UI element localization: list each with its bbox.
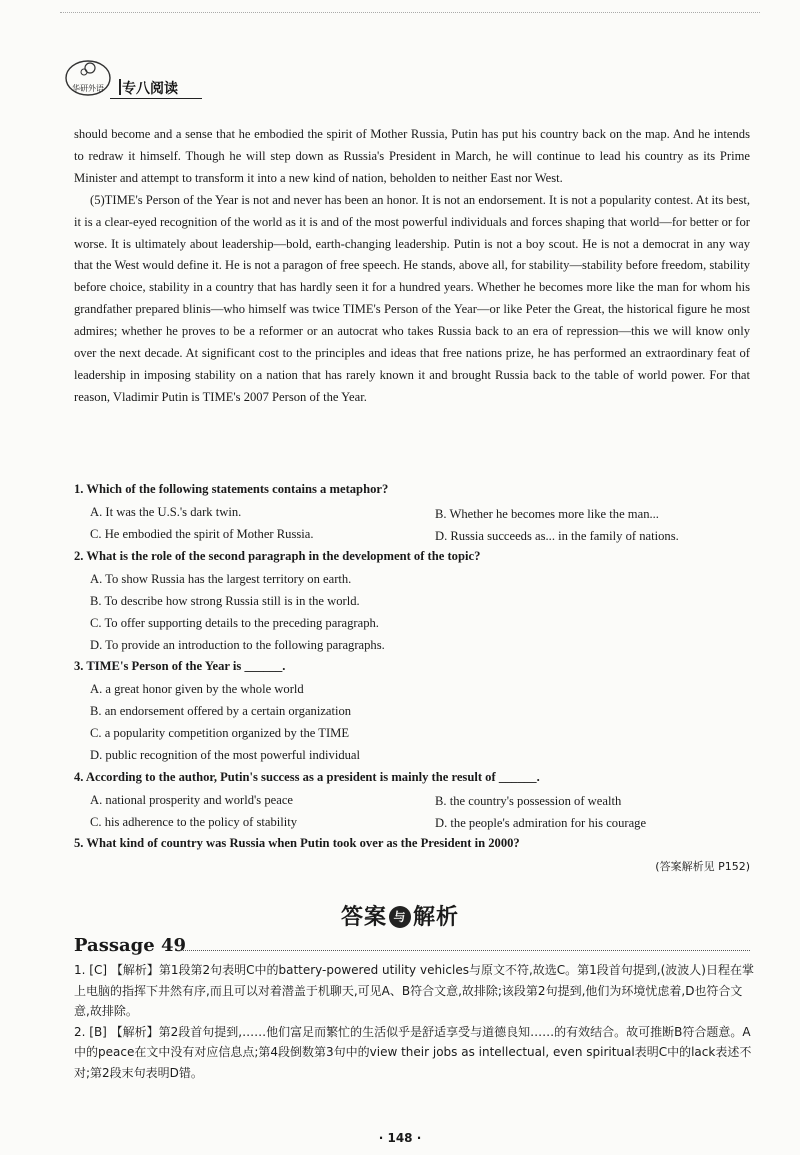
q1-option-a: A. It was the U.S.'s dark twin. bbox=[90, 505, 242, 519]
top-dotted-rule bbox=[60, 12, 760, 13]
q1-option-b: B. Whether he becomes more like the man... bbox=[435, 507, 659, 521]
logo-text: 华研外语 bbox=[72, 84, 104, 93]
question-stem: 2. What is the role of the second paragraph in the development of the topic? bbox=[74, 549, 481, 563]
question-2 bbox=[74, 549, 754, 564]
q3-option-c: C. a popularity competition organized by the TIME bbox=[90, 726, 350, 740]
brand-bar bbox=[119, 79, 121, 95]
q3-option-d: D. public recognition of the most powerful individual bbox=[90, 748, 361, 762]
q4-option-c: C. his adherence to the policy of stability bbox=[90, 815, 298, 829]
q4-option-a: A. national prosperity and world's peace bbox=[90, 793, 294, 807]
answer-1: 1. [C] 【解析】第1段第2句表明C中的battery-powered utility vehicles与原文不符,故选C。第1段首句提到,(波波人)日程在掌上电脑的指挥下井然有序,而且可以对着潜盖于机聊天,可见A、B符合文意,故排除;该段第2句提到,他们为环境忧虑着,D也符合文意,故排除。 bbox=[74, 963, 754, 1018]
question-4 bbox=[74, 770, 754, 785]
passage-paragraph-2: (5)TIME's Person of the Year is not and never has been an honor. It is not an endorsement. It is not a popularity contest. At its best, it is a clear-eyed recognition of the world as it is and of the most powerful individuals and forces shaping that world—for better or for worse. It is ultimately about leadership—bold, earth-changing leadership. Putin is not a boy scout. He is not a democrat in any way that the West would define it. He is not a paragon of free speech. He stands, above all, for stability—stability before freedom, stability before choice, stability in a country that has hardly seen it for a hundred years. Whether he becomes more like the man for whom his grandfather prepared blinis—who himself was twice TIME's Person of the Year—or like Peter the Great, the historical figure he most admires; whether he proves to be a reformer or an autocrat who takes Russia back to an era of repression—this we will know only over the next decade. At significant cost to the principles and ideas that free nations prize, he has performed an extraordinary feat of leadership in imposing stability on a nation that has rarely known it and brought Russia back to the table of world power. For that reason, Vladimir Putin is TIME's 2007 Person of the Year. bbox=[74, 192, 750, 404]
answers-title-left: 答案 bbox=[340, 905, 387, 930]
q1-option-c: C. He embodied the spirit of Mother Russia. bbox=[90, 527, 314, 541]
question-stem: 3. TIME's Person of the Year is ______. bbox=[74, 659, 286, 673]
answers-title-mid: 与 bbox=[389, 906, 411, 928]
passage-label: Passage 49 bbox=[74, 935, 186, 956]
q4-option-d: D. the people's admiration for his courage bbox=[435, 816, 647, 830]
answer-reference: (答案解析见 P152) bbox=[655, 860, 750, 873]
q3-option-b: B. an endorsement offered by a certain organization bbox=[90, 704, 352, 718]
answer-explanations bbox=[74, 960, 754, 1083]
q2-option-a: A. To show Russia has the largest territory on earth. bbox=[90, 572, 352, 586]
brand-underline bbox=[110, 98, 202, 99]
answer-2: 2. [B] 【解析】第2段首句提到,……他们富足而繁忙的生活似乎是舒适享受与道德良知……的有效结合。故可推断B符合题意。A中的peace在文中没有对应信息点;第4段倒数第3句中的view their jobs as intellectual, even spiritual表明C中的lack表述不对;第2段末句表明D错。 bbox=[74, 1024, 752, 1080]
publisher-logo-icon bbox=[64, 58, 116, 98]
passage-dotted-rule bbox=[180, 950, 750, 951]
page-number: · 148 · bbox=[378, 1131, 422, 1145]
question-1 bbox=[74, 482, 754, 497]
q3-option-a: A. a great honor given by the whole world bbox=[90, 682, 304, 696]
question-3 bbox=[74, 659, 754, 674]
passage-paragraph-1: should become and a sense that he embodied the spirit of Mother Russia, Putin has put his country back on the map. And he intends to redraw it himself. Though he will step down as Russia's President in March, he will continue to lead his country as its Prime Minister and attempt to transform it into a new kind of nation, beholden to neither East nor West. bbox=[74, 127, 750, 185]
passage-text bbox=[74, 124, 750, 409]
answers-title bbox=[0, 900, 800, 931]
q2-option-b: B. To describe how strong Russia still is in the world. bbox=[90, 594, 360, 608]
q2-option-c: C. To offer supporting details to the preceding paragraph. bbox=[90, 616, 379, 630]
brand-title: 专八阅读 bbox=[122, 81, 178, 97]
question-stem: 4. According to the author, Putin's success as a president is mainly the result of ______. bbox=[74, 770, 540, 784]
q2-option-d: D. To provide an introduction to the following paragraphs. bbox=[90, 638, 385, 652]
answers-title-right: 解析 bbox=[413, 905, 460, 930]
question-stem: 5. What kind of country was Russia when Putin took over as the President in 2000? bbox=[74, 836, 520, 850]
q1-option-d: D. Russia succeeds as... in the family of nations. bbox=[435, 529, 679, 543]
question-stem: 1. Which of the following statements contains a metaphor? bbox=[74, 482, 389, 496]
q4-option-b: B. the country's possession of wealth bbox=[435, 794, 622, 808]
question-5 bbox=[74, 836, 754, 851]
